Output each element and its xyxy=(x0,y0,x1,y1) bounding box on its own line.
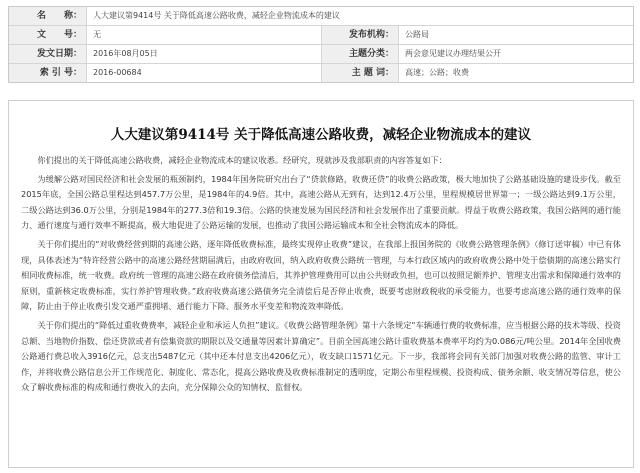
paragraph-intro: 你们提出的关于降低高速公路收费，减轻企业物流成本的建议收悉。经研究，现就涉及我部职责的内容答复如下： xyxy=(37,155,447,165)
name-label: 名 称： xyxy=(9,7,87,25)
docno-value: 无 xyxy=(93,30,101,39)
meta-row-index xyxy=(9,64,633,82)
paragraph-expired-toll: 关于你们提出的“对收费经营到期的高速公路，逐年降低收费标准，最终实现停止收费”建议，在我部上报国务院的《收费公路管理条例》（修订送审稿）中已有体现，具体表述为“特许经营公路中的高速公路经营期届满后，由政府收回，纳入政府收费公路统一管理，与本行政区域内的政府收费公路中处于偿债期的高速公路实行相同收费标准，统一收费。政府统一管理的高速公路在政府债务偿清后，其养护管理费用可以由公共财政负担，也可以按照足额养护、管理支出需求和保障通行效率的原则，重新核定收费标准，实行养护管理收费。”政府收费高速公路债务完全清偿后是否停止收费，既要考虑财政税收的承受能力，也要考虑高速公路的通行效率的保障，防止由于停止收费引发交通严重拥堵、通行能力下降、服务水平变差和物流效率降低。 xyxy=(21,238,621,312)
paragraph-reduce-rates: 关于你们提出的“降低过重收费费率，减轻企业和承运人负担”建议。《收费公路管理条例》第十六条规定“车辆通行费的收费标准，应当根据公路的技术等级、投资总额、当地物价指数、偿还贷款或者有偿集资款的期限以及交通量等因素计算确定”。目前全国高速公路计重收费基本费率平均约为0.086元/吨公里。2014年全国收费公路通行费总收入3916亿元，总支出5487亿元（其中还本付息支出4206亿元），收支缺口1571亿元。下一步，我部将会同有关部门加强对收费公路的监管、审计工作，并将收费公路信息公开工作规范化、制度化、常态化，提高公路收费及收费标准制定的透明度，定期公布里程规模、投资构成、债务余额、收支情况等信息，使公众了解收费标准的构成和通行费收入的去向，充分保障公众的知情权、监督权。 xyxy=(21,319,621,393)
topic-value: 两会意见建议办理结果公开 xyxy=(405,49,501,58)
document-text xyxy=(21,153,621,399)
document-metadata-table xyxy=(8,6,634,83)
name-value: 人大建议第9414号 关于降低高速公路收费，减轻企业物流成本的建议 xyxy=(93,11,340,20)
index-value: 2016-00684 xyxy=(93,68,142,77)
meta-row-date xyxy=(9,45,633,64)
index-label: 索 引 号： xyxy=(9,64,87,82)
topic-label: 主题分类： xyxy=(321,45,399,63)
meta-row-docno xyxy=(9,26,633,45)
keywords-label: 主 题 词： xyxy=(321,64,399,82)
document-body-panel xyxy=(8,100,634,468)
docno-label: 文 号： xyxy=(9,26,87,44)
date-value: 2016年08月05日 xyxy=(93,49,158,58)
paragraph-background: 为缓解公路对国民经济和社会发展的瓶颈制约，1984年国务院研究出台了“贷款修路，收费还贷”的收费公路政策，极大地加快了公路基础设施的建设步伐。截至2015年底，全国公路总里程达到457.7万公里，是1984年的4.9倍。其中，高速公路从无到有，达到12.4万公里，里程规模居世界第一；一级公路达到9.1万公里，二级公路达到36.0万公里，分别是1984年的277.3倍和19.3倍。公路的快速发展为国民经济和社会发展作出了重要贡献。得益于收费公路政策，我国公路网的通行能力、通行速度与通行效率不断提高，极大地促进了公路运输的发展，也推动了我国公路运输成本和全社会物流成本的降低。 xyxy=(21,173,621,231)
issuer-value: 公路局 xyxy=(405,30,429,39)
meta-row-name xyxy=(9,7,633,26)
document-title: 人大建议第9414号 关于降低高速公路收费，减轻企业物流成本的建议 xyxy=(110,127,532,143)
date-label: 发文日期： xyxy=(9,45,87,63)
keywords-value: 高速；公路；收费 xyxy=(405,68,469,77)
issuer-label: 发布机构： xyxy=(321,26,399,44)
